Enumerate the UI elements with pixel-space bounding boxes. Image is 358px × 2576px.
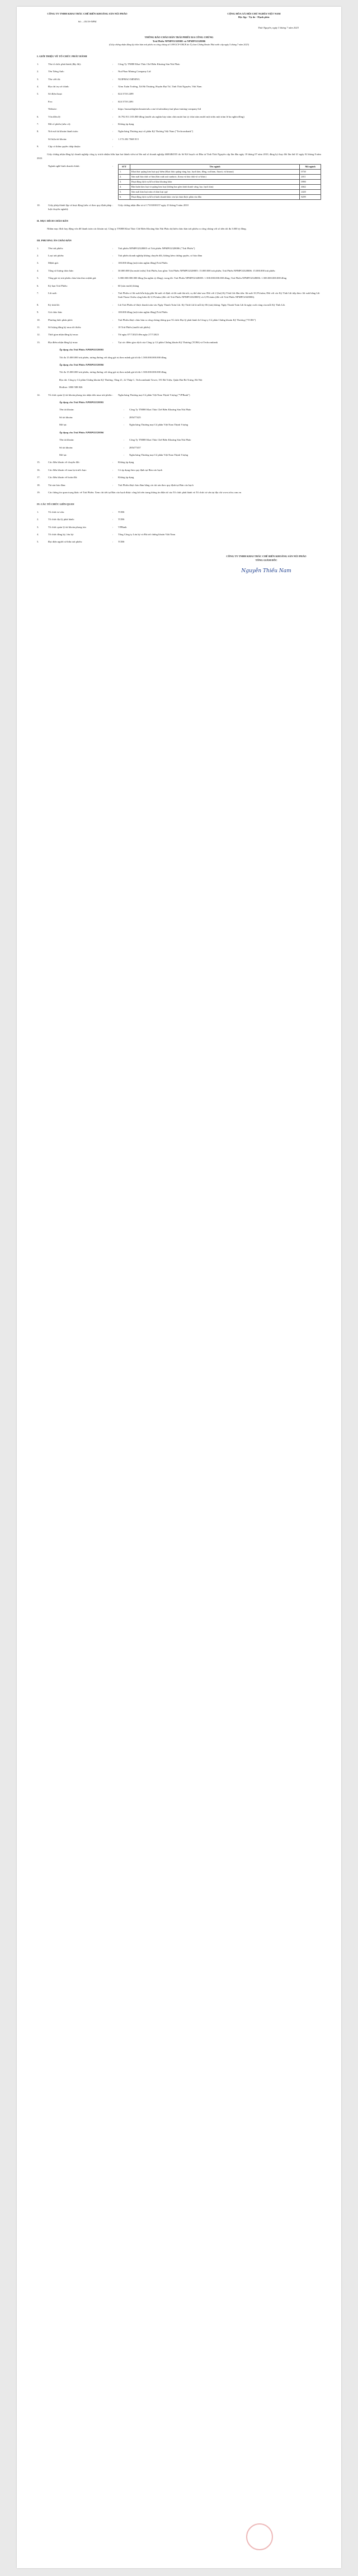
table-row	[119, 189, 321, 194]
field-row: 1. Tên tổ chức phát hành (đầy đủ): : Công Ty TNHH Khai Thác Chế Biến Khoáng Sản Núi Pháo	[37, 62, 321, 66]
section-1-heading: I. GIỚI THIỆU VỀ TỔ CHỨC PHÁT HÀNH	[37, 55, 87, 58]
field-label: Kỳ tính lãi:	[48, 303, 60, 306]
field-number: 8.	[37, 130, 39, 133]
field-number	[37, 137, 48, 141]
field-number: 1.	[37, 510, 39, 513]
field-value: https://masanhightechmaterials.com/vi/subsidiary/nui-phao-mining-company-ltd	[118, 107, 201, 111]
document-header	[37, 12, 321, 24]
field-value: Công Ty TNHH Khai Thác Chế Biến Khoáng Sản Núi Pháo	[129, 438, 191, 442]
field-number: 3.	[37, 261, 39, 265]
field-label: Thời gian nhận đăng ký mua:	[48, 333, 79, 336]
signature-role: TỔNG GIÁM ĐỐC	[255, 559, 277, 562]
field-number: 3.	[37, 77, 39, 81]
field-number: 10.	[37, 318, 40, 321]
field-label: Tên trái phiếu:	[48, 246, 64, 250]
field-number: 2.	[37, 518, 39, 521]
field-label: Tổ chức đại lý phát hành:	[48, 518, 75, 521]
field-row: 5. Tổng giá trị trái phiếu chào bán theo mệnh giá: : 3.000.000.000.000 đồng (ba nghìn tỷ đồng), trong đó: Trái Phiếu NPMPO2328005: 1.500.000.000.000 đồng; Trái Phiếu NPMPO2328006: 1.500.000.000.000 đồng	[37, 276, 321, 280]
field-row: 6. Kỳ hạn Trái Phiếu: : 60 (sáu mươi) tháng	[37, 284, 321, 288]
field-label: Mã cổ phiếu (nếu có):	[48, 123, 71, 126]
field-number	[37, 100, 48, 104]
field-row: Tên tài khoản: : Công Ty TNHH Khai Thác Chế Biến Khoáng Sản Núi Pháo	[59, 408, 321, 412]
field-label: Địa điểm nhận đăng ký mua:	[48, 340, 78, 344]
table-row	[119, 184, 321, 189]
field-label: Giấy phép thành lập và hoạt động (nếu có theo quy định pháp luật chuyên ngành):	[48, 203, 112, 211]
field-number: 5.	[37, 92, 39, 96]
table-cell: Khai thác quặng kim loại quý hiếm (Khai thác quặng vàng, bạc, bạch kim, đồng, wolfram, fluorit, và bismut)	[130, 169, 299, 174]
field-row: 7. Mã cổ phiếu (nếu có): : Không áp dụng	[37, 122, 321, 126]
field-value	[118, 144, 321, 148]
field-label: Tổ chức đăng ký, lưu ký:	[48, 532, 74, 536]
field-label: Tên viết tắt:	[48, 77, 61, 81]
document-title	[37, 35, 321, 43]
field-label: Tài sản bảo đảm:	[48, 483, 66, 487]
table-cell: 2.	[119, 174, 130, 179]
field-row: 15. Các điều khoản về chuyển đổi: : Không áp dụng	[37, 460, 321, 464]
signature-company: CÔNG TY TNHH KHAI THÁC CHẾ BIẾN KHOÁNG SẢN NÚI PHÁO	[226, 554, 307, 558]
field-label: Tổng số lượng chào bán:	[48, 269, 74, 272]
field-value: Có áp dụng theo quy định tại Bản cáo bạch	[118, 468, 163, 471]
table-cell: 8299	[300, 194, 321, 199]
field-row: 17. Các điều khoản về hoán đổi: : Không áp dụng	[37, 475, 321, 479]
document-number: Số: ...05/19-NPM	[78, 20, 97, 23]
business-lines-label: Ngành nghề kinh doanh chính:	[48, 164, 80, 167]
table-row	[119, 174, 321, 179]
field-label: Loại trái phiếu:	[48, 254, 64, 257]
field-row: Fax: : 024 3718 2491	[37, 100, 321, 104]
field-row: 12. Thời gian nhận đăng ký mua: : Từ ngày 07/7/2023 đến ngày 27/7/2023	[37, 333, 321, 336]
section-3-heading: III. PHƯƠNG ÁN CHÀO BÁN	[37, 239, 72, 242]
field-value: 30.000.000 (ba mươi triệu) Trái Phiếu, bao gồm: Trái Phiếu NPMPO2328005: 15.000.000 trái phiếu; Trái Phiếu NPMPO2328006: 15.000.000 trái phiếu	[118, 269, 275, 272]
field-row: 8. Kỳ tính lãi: : Lãi Trái Phiếu sẽ được thanh toán vào Ngày Thanh Toán Lãi. Kỳ Tính Lãi là mỗi kỳ 06 (sáu) tháng. Ngày Thanh Toán Lãi là ngày cuối cùng của mỗi Kỳ Tính Lãi.	[37, 303, 321, 307]
table-cell: 5.	[119, 189, 130, 194]
registration-note: (Giấy chứng nhận đăng ký chào bán trái phiếu ra công chúng số 109/GCN-UBCK do Ủy ban Chứng khoán Nhà nước cấp ngày 5 tháng 7 năm 2023)	[109, 43, 249, 46]
field-label: Địa chỉ trụ sở chính:	[48, 85, 69, 88]
field-number: 5.	[37, 277, 39, 280]
field-label: Giá chào bán:	[48, 311, 63, 314]
document-page	[17, 7, 341, 2568]
field-number: 15.	[37, 461, 40, 464]
field-label: Số tài khoản:	[59, 415, 73, 419]
subscription-a-title: Áp dụng cho Trái Phiếu NPMPO2328005	[59, 348, 104, 352]
field-row: 4. Địa chỉ trụ sở chính: : Xóm Xuân Trường, Xã Hà Thượng, Huyện Đại Từ, Tỉnh Thái Nguyên, Việt Nam	[37, 85, 321, 88]
field-label: Lãi suất:	[48, 291, 57, 294]
field-value: Xóm Xuân Trường, Xã Hà Thượng, Huyện Đại Từ, Tỉnh Thái Nguyên, Việt Nam	[118, 85, 202, 88]
field-value: 100.000 đồng (một trăm nghìn đồng)/Trái Phiếu	[118, 311, 168, 314]
business-lines: Ngành nghề kinh doanh chính: : STT Tên ngành Mã ngành 1. Khai thác quặng kim loại quý hiếm (Khai thác quặng vàng, bạc, bạch kim, đồng, wolfram, fluorit, và bismut) 0730 2. Sản xuất hóa chất cơ bản (Sản xuất axit sunfuric, florua và hóa chất vô cơ khác) 2011 3. Hoạt động dịch vụ hỗ trợ khai khoáng khác 0990 4. Bán buôn kim loại và quặng kim loại (không bao gồm kinh doanh vàng, bạc, bạch kim) 4662 5. Sản xuất kim loại màu và kim loại quý 2420 6. Hoạt động dịch vụ hỗ trợ kinh doanh khác còn lại chưa được phân vào đâu 8299	[37, 164, 321, 200]
signature-block	[194, 554, 339, 563]
table-cell: 2420	[300, 189, 321, 194]
field-number: 16.	[37, 468, 40, 471]
field-label: Cấp có thẩm quyền chấp thuận:	[48, 145, 81, 148]
field-label: Tên tài khoản:	[59, 438, 74, 442]
field-label: Tổ chức quản lý tài khoản phong tỏa:	[48, 525, 87, 529]
company-seal	[246, 2523, 273, 2550]
national-motto: Độc lập - Tự do - Hạnh phúc	[238, 16, 270, 18]
field-row: 2. Tổ chức đại lý phát hành: : TCBS	[37, 517, 321, 521]
field-label: Đại diện người sở hữu trái phiếu:	[48, 540, 83, 544]
field-number: 11.	[37, 326, 40, 329]
other-info: Các thông tin quan trọng khác về Trái Phiếu: Xem chi tiết tại Bản cáo bạch được công bố trên trang thông tin điện tử của Tổ chức phát hành và Tổ chức tư vấn tại địa chỉ www.tcbs.com.vn	[48, 490, 242, 494]
field-number: 9.	[37, 311, 39, 314]
table-row	[119, 179, 321, 184]
section-4-heading: IV. CÁC TỔ CHỨC LIÊN QUAN	[37, 503, 74, 506]
field-value: 024 3718 2499	[118, 92, 134, 96]
table-cell: Hoạt động dịch vụ hỗ trợ khai khoáng khác	[130, 179, 299, 184]
field-row: 7. Lãi suất: : Trái Phiếu có lãi suất hỗn hợp giữa lãi suất cố định và lãi suất thả nổi, cụ thể như sau: Đối với 2 (hai) Kỳ Tính Lãi đầu tiên: lãi suất 10,5%/năm; Đối với các Kỳ Tính Lãi tiếp theo: lãi suất bằng Lãi Suất Tham Chiếu cộng biên độ 3,5%/năm (đối với Trái Phiếu NPMPO2328005) và 3,9%/năm (đối với Trái Phiếu NPMPO2328006).	[37, 291, 321, 300]
field-label: Tên tài khoản:	[59, 408, 74, 412]
field-label: Phương thức phân phối:	[48, 318, 73, 321]
field-row: Mở tại: : Ngân hàng Thương mại Cổ phần Việt Nam Thịnh Vượng	[59, 423, 321, 427]
field-row: 4. Tổ chức đăng ký, lưu ký: : Tổng Công ty Lưu ký và Bù trừ chứng khoán Việt Nam	[37, 532, 321, 536]
field-value: 1.172.202 7668 013	[118, 137, 139, 141]
field-row: 3. Tên viết tắt: : NUIPHAO MINING	[37, 77, 321, 81]
field-number: 6.	[37, 284, 39, 287]
issue-date: Thái Nguyên, ngày 5 tháng 7 năm 2023	[258, 26, 299, 29]
field-label: Vốn điều lệ:	[48, 115, 61, 118]
table-cell: 6.	[119, 194, 130, 199]
field-number: 13.	[37, 340, 40, 344]
field-value: 100.000 đồng (một trăm nghìn đồng)/Trái Phiếu	[118, 261, 168, 265]
tcbs-address: Địa chỉ: Công ty Cổ phần Chứng khoán Kỹ Thương, Tầng 21, 22 Tháp C, Techcombank Tower, 191 Bà Triệu, Quận Hai Bà Trưng, Hà Nội	[59, 378, 202, 381]
field-row: Tên tài khoản: : Công Ty TNHH Khai Thác Chế Biến Khoáng Sản Núi Pháo	[59, 438, 321, 442]
field-row: 4. Tổng số lượng chào bán: : 30.000.000 (ba mươi triệu) Trái Phiếu, bao gồm: Trái Phiếu NPMPO2328005: 15.000.000 trái phiếu; Trái Phiếu NPMPO2328006: 15.000.000 trái phiếu	[37, 269, 321, 273]
field-value: Ngân hàng Thương mại cổ phần Kỹ Thương Việt Nam ("Techcombank")	[118, 130, 194, 133]
field-row: 2. Tên Tiếng Anh: : Nui Phao Mining Company Ltd	[37, 69, 321, 73]
field-number: 4.	[37, 269, 39, 272]
field-row: 6. Vốn điều lệ: : 16.792.911.103.000 đồng (mười sáu nghìn bảy trăm chín mươi hai tỷ chín trăm mười một triệu một trăm lẻ ba nghìn đồng)	[37, 115, 321, 119]
field-row: 5. Đại diện người sở hữu trái phiếu: : TCBS	[37, 540, 321, 544]
field-label: Các điều khoản về hoán đổi:	[48, 476, 78, 479]
field-value: Trái Phiếu có lãi suất hỗn hợp giữa lãi suất cố định và lãi suất thả nổi, cụ thể như sau: Đối với 2 (hai) Kỳ Tính Lãi đầu tiên: lãi suất 10,5%/năm; Đối với các Kỳ Tính Lãi tiếp theo: lãi suất bằng Lãi Suất Tham Chiếu cộng biên độ 3,5%/năm (đối với Trái Phiếu NPMPO2328005) và 3,9%/năm (đối với Trái Phiếu NPMPO2328006).	[118, 291, 320, 299]
field-label: Tổng giá trị trái phiếu chào bán theo mệnh giá:	[48, 277, 97, 280]
field-value: Công Ty TNHH Khai Thác Chế Biến Khoáng Sản Núi Pháo	[118, 62, 180, 66]
field-row: 10. Giấy phép thành lập và hoạt động (nếu có theo quy định pháp luật chuyên ngành): : Giấy chứng nhận đầu tư số 17101000157 ngày 23 tháng 9 năm 2010	[37, 203, 321, 212]
field-row: Mở tại: : Ngân hàng Thương mại Cổ phần Việt Nam Thịnh Vượng	[59, 453, 321, 457]
field-label: Tổ chức quản lý tài khoản phong tỏa nhận tiền mua trái phiếu:	[48, 393, 112, 396]
field-row: 1. Tổ chức tư vấn: : TCBS	[37, 510, 321, 514]
field-row: 5. Số điện thoại: : 024 3718 2499	[37, 92, 321, 96]
signatory-name: Nguyễn Thiều Nam	[241, 568, 291, 574]
field-number: 8.	[37, 303, 39, 306]
table-row	[119, 194, 321, 199]
field-value: 60 (sáu mươi) tháng	[118, 284, 139, 287]
field-value: TCBS	[118, 518, 125, 521]
field-number: 4.	[37, 532, 39, 536]
field-number: 4.	[37, 85, 39, 88]
field-label: Mệnh giá:	[48, 261, 59, 265]
republic-title: CỘNG HÒA XÃ HỘI CHỦ NGHĨA VIỆT NAM	[227, 12, 281, 15]
field-row: 14. Tổ chức quản lý tài khoản phong tỏa nhận tiền mua trái phiếu: : Ngân hàng Thương mại Cổ phần Việt Nam Thịnh Vượng ("VPBank")	[37, 393, 321, 397]
title-line-2: Trái Phiếu NPMPO2328005 và NPMPO2328006	[152, 40, 206, 43]
field-label: Kỳ hạn Trái Phiếu:	[48, 284, 68, 287]
field-label: Tên Tiếng Anh:	[48, 70, 64, 73]
field-label: Các điều khoản về chuyển đổi:	[48, 461, 80, 464]
subscription-b-title: Áp dụng cho Trái Phiếu NPMPO2328006	[59, 363, 104, 367]
field-row: 16. Các điều khoản về mua lại trước hạn: : Có áp dụng theo quy định tại Bản cáo bạch	[37, 468, 321, 472]
field-value: Trái phiếu NPMPO2328005 và Trái phiếu NPMPO2328006 ("Trái Phiếu")	[118, 246, 195, 250]
field-row: Số tài khoản: : 285477437	[59, 446, 321, 450]
field-number: 6.	[37, 115, 39, 118]
field-row: 1. Tên trái phiếu: : Trái phiếu NPMPO2328005 và Trái phiếu NPMPO2328006 ("Trái Phiếu")	[37, 246, 321, 250]
field-number: 17.	[37, 476, 40, 479]
section-2-heading: II. MỤC ĐÍCH CHÀO BÁN	[37, 219, 68, 223]
field-label: Tổ chức tư vấn:	[48, 510, 65, 513]
field-row: 10. Phương thức phân phối: : Trái Phiếu được chào bán ra công chúng thông qua Tổ chức Đại lý phát hành là Công ty Cổ phần Chứng khoán Kỹ Thương ("TCBS")	[37, 318, 321, 322]
field-number: 2.	[37, 254, 39, 257]
table-cell: 3.	[119, 179, 130, 184]
field-value: Ngân hàng Thương mại Cổ phần Việt Nam Thịnh Vượng	[129, 423, 189, 427]
field-number: 18.	[37, 483, 40, 487]
field-value: 285477437	[129, 446, 141, 449]
field-value: Tại các điểm giao dịch của Công ty Cổ phần Chứng khoán Kỹ Thương (TCBS) và Techcombank	[118, 340, 218, 344]
field-number: 2.	[37, 70, 39, 73]
field-value: NUIPHAO MINING	[118, 77, 140, 81]
field-value: 285477425	[129, 415, 141, 419]
field-value: Trái phiếu doanh nghiệp không chuyển đổi, không kèm chứng quyền, có bảo đảm	[118, 254, 202, 257]
field-value: TCBS	[118, 510, 125, 513]
field-number: 5.	[37, 540, 39, 544]
field-number: 14.	[37, 393, 40, 396]
field-label: Website:	[48, 107, 57, 111]
field-value: Giấy chứng nhận đầu tư số 17101000157 ngày 23 tháng 9 năm 2010	[118, 203, 189, 207]
table-header: Mã ngành	[300, 164, 321, 169]
table-cell: Hoạt động dịch vụ hỗ trợ kinh doanh khác còn lại chưa được phân vào đâu	[130, 194, 299, 199]
field-row: 9. Giá chào bán: : 100.000 đồng (một trăm nghìn đồng)/Trái Phiếu	[37, 310, 321, 314]
field-value: VPBank	[118, 525, 127, 529]
field-label: Số điện thoại:	[48, 92, 63, 96]
title-line-1: THÔNG BÁO CHÀO BÁN TRÁI PHIẾU RA CÔNG CHÚNG	[144, 36, 214, 39]
table-cell: 2011	[300, 174, 321, 179]
table-cell: 0730	[300, 169, 321, 174]
field-row: Website: : https://masanhightechmaterials.com/vi/subsidiary/nui-phao-mining-company-ltd	[37, 107, 321, 111]
field-value: 024 3718 2491	[118, 100, 134, 103]
field-label: Nơi mở tài khoản thanh toán:	[48, 130, 78, 133]
field-row: 3. Mệnh giá: : 100.000 đồng (một trăm nghìn đồng)/Trái Phiếu	[37, 261, 321, 265]
field-number: 1.	[37, 62, 39, 66]
field-value: 10 Trái Phiếu (mười trái phiếu)	[118, 326, 150, 329]
table-cell: 4.	[119, 184, 130, 189]
field-value: TCBS	[118, 540, 125, 544]
field-row: 13. Địa điểm nhận đăng ký mua: : Tại các điểm giao dịch của Công ty Cổ phần Chứng khoán Kỹ Thương (TCBS) và Techcombank	[37, 340, 321, 344]
field-label: Các điều khoản về mua lại trước hạn:	[48, 468, 87, 471]
field-value: Trái Phiếu được bảo đảm bằng các tài sản theo quy định tại Bản cáo bạch	[118, 483, 194, 487]
field-value: Ngân hàng Thương mại Cổ phần Việt Nam Thịnh Vượng	[129, 453, 189, 456]
table-header: Tên ngành	[130, 164, 299, 169]
field-row: 8. Nơi mở tài khoản thanh toán: : Ngân hàng Thương mại cổ phần Kỹ Thương Việt Nam ("Techcombank")	[37, 129, 321, 133]
field-number: 9.	[37, 145, 39, 148]
field-label: Mở tại:	[59, 423, 67, 427]
license-paragraph: Giấy chứng nhận đăng ký doanh nghiệp công ty trách nhiệm hữu hạn hai thành viên trở lên mã số doanh nghiệp 4600484555 do Sở Kế hoạch và Đầu tư Tỉnh Thái Nguyên cấp lần đầu ngày 18 tháng 07 năm 2010, đăng ký thay đổi lần thứ 41 ngày 02 tháng 8 năm 2022.	[37, 152, 321, 160]
field-label: Mở tại:	[59, 453, 67, 456]
field-label: Số lượng đăng ký mua tối thiểu:	[48, 326, 82, 329]
field-row: Số hiệu tài khoản: : 1.172.202 7668 013	[37, 137, 321, 141]
field-value: Ngân hàng Thương mại Cổ phần Việt Nam Thịnh Vượng ("VPBank")	[118, 393, 190, 396]
field-row: 2. Loại trái phiếu: : Trái phiếu doanh nghiệp không chuyển đổi, không kèm chứng quyền, có bảo đảm	[37, 254, 321, 258]
field-number: 1.	[37, 246, 39, 250]
table-cell: Sản xuất hóa chất cơ bản (Sản xuất axit sunfuric, florua và hóa chất vô cơ khác)	[130, 174, 299, 179]
company-name: CÔNG TY TNHH KHAI THÁC CHẾ BIẾN KHOÁNG SẢN NÚI PHÁO	[47, 12, 128, 15]
table-cell: Bán buôn kim loại và quặng kim loại (không bao gồm kinh doanh vàng, bạc, bạch kim)	[130, 184, 299, 189]
field-label: Tên tổ chức phát hành (đầy đủ):	[48, 62, 81, 66]
business-lines-table	[118, 164, 321, 200]
field-number	[37, 107, 48, 111]
hotline: Hotline: 1800 588 826	[59, 386, 83, 389]
field-row: Số tài khoản: : 285477425	[59, 415, 321, 419]
field-number: 3.	[37, 525, 39, 529]
table-header: STT	[119, 164, 130, 169]
field-label: Fax:	[48, 100, 53, 103]
field-value: Tổng Công ty Lưu ký và Bù trừ chứng khoán Việt Nam	[118, 532, 176, 536]
table-cell: 0990	[300, 179, 321, 184]
field-number: 12.	[37, 333, 40, 336]
purpose-paragraph: Nhằm mục đích huy động vốn để thanh toán các khoản nợ, Công ty TNHH Khai Thác Chế Biến Khoáng Sản Núi Pháo dự kiến chào bán trái phiếu ra công chúng với số tiền tối đa 3.000 tỷ đồng.	[47, 227, 247, 230]
subscription-a-text: Tối đa 15.000.000 trái phiếu, tương đương với tổng giá trị theo mệnh giá tối đa 1.500.000.000.000 đồng	[59, 356, 167, 359]
field-value: Không áp dụng	[118, 476, 134, 479]
escrow-a-title: Áp dụng cho Trái Phiếu NPMPO2328005	[59, 401, 104, 404]
field-number: 10.	[37, 203, 40, 207]
subscription-b-text: Tối đa 15.000.000 trái phiếu, tương đương với tổng giá trị theo mệnh giá tối đa 1.500.000.000.000 đồng	[59, 371, 167, 374]
field-value: Công Ty TNHH Khai Thác Chế Biến Khoáng Sản Núi Pháo	[129, 408, 191, 412]
field-value: Không áp dụng	[118, 123, 134, 126]
field-value: Không áp dụng	[118, 461, 134, 464]
field-label: Số hiệu tài khoản:	[48, 137, 67, 141]
field-value: Từ ngày 07/7/2023 đến ngày 27/7/2023	[118, 333, 159, 336]
table-cell: 4662	[300, 184, 321, 189]
field-value: Nui Phao Mining Company Ltd	[118, 70, 151, 73]
field-row: 19. Các thông tin quan trọng khác về Trái Phiếu: Xem chi tiết tại Bản cáo bạch được công bố trên trang thông tin điện tử của Tổ chức phát hành và Tổ chức tư vấn tại địa chỉ www.tcbs.com.vn	[37, 490, 321, 494]
field-row: 11. Số lượng đăng ký mua tối thiểu: : 10 Trái Phiếu (mười trái phiếu)	[37, 325, 321, 329]
table-row	[119, 169, 321, 174]
field-row: 18. Tài sản bảo đảm: : Trái Phiếu được bảo đảm bằng các tài sản theo quy định tại Bản cáo bạch	[37, 483, 321, 487]
field-row: 9. Cấp có thẩm quyền chấp thuận: :	[37, 144, 321, 148]
escrow-b-title: Áp dụng cho Trái Phiếu NPMPO2328006	[59, 431, 104, 434]
field-value: 3.000.000.000.000 đồng (ba nghìn tỷ đồng), trong đó: Trái Phiếu NPMPO2328005: 1.500.000.000.000 đồng; Trái Phiếu NPMPO2328006: 1.500.000.000.000 đồng	[118, 277, 287, 280]
field-number: 7.	[37, 123, 39, 126]
field-label: Số tài khoản:	[59, 446, 73, 449]
field-value: Lãi Trái Phiếu sẽ được thanh toán vào Ngày Thanh Toán Lãi. Kỳ Tính Lãi là mỗi kỳ 06 (sáu) tháng. Ngày Thanh Toán Lãi là ngày cuối cùng của mỗi Kỳ Tính Lãi.	[118, 303, 285, 306]
field-number: 7.	[37, 291, 39, 294]
field-row: 3. Tổ chức quản lý tài khoản phong tỏa: : VPBank	[37, 525, 321, 529]
table-cell: Sản xuất kim loại màu và kim loại quý	[130, 189, 299, 194]
field-value: Trái Phiếu được chào bán ra công chúng thông qua Tổ chức Đại lý phát hành là Công ty Cổ phần Chứng khoán Kỹ Thương ("TCBS")	[118, 318, 256, 321]
table-cell: 1.	[119, 169, 130, 174]
field-value: 16.792.911.103.000 đồng (mười sáu nghìn bảy trăm chín mươi hai tỷ chín trăm mười một triệu một trăm lẻ ba nghìn đồng)	[118, 115, 244, 118]
